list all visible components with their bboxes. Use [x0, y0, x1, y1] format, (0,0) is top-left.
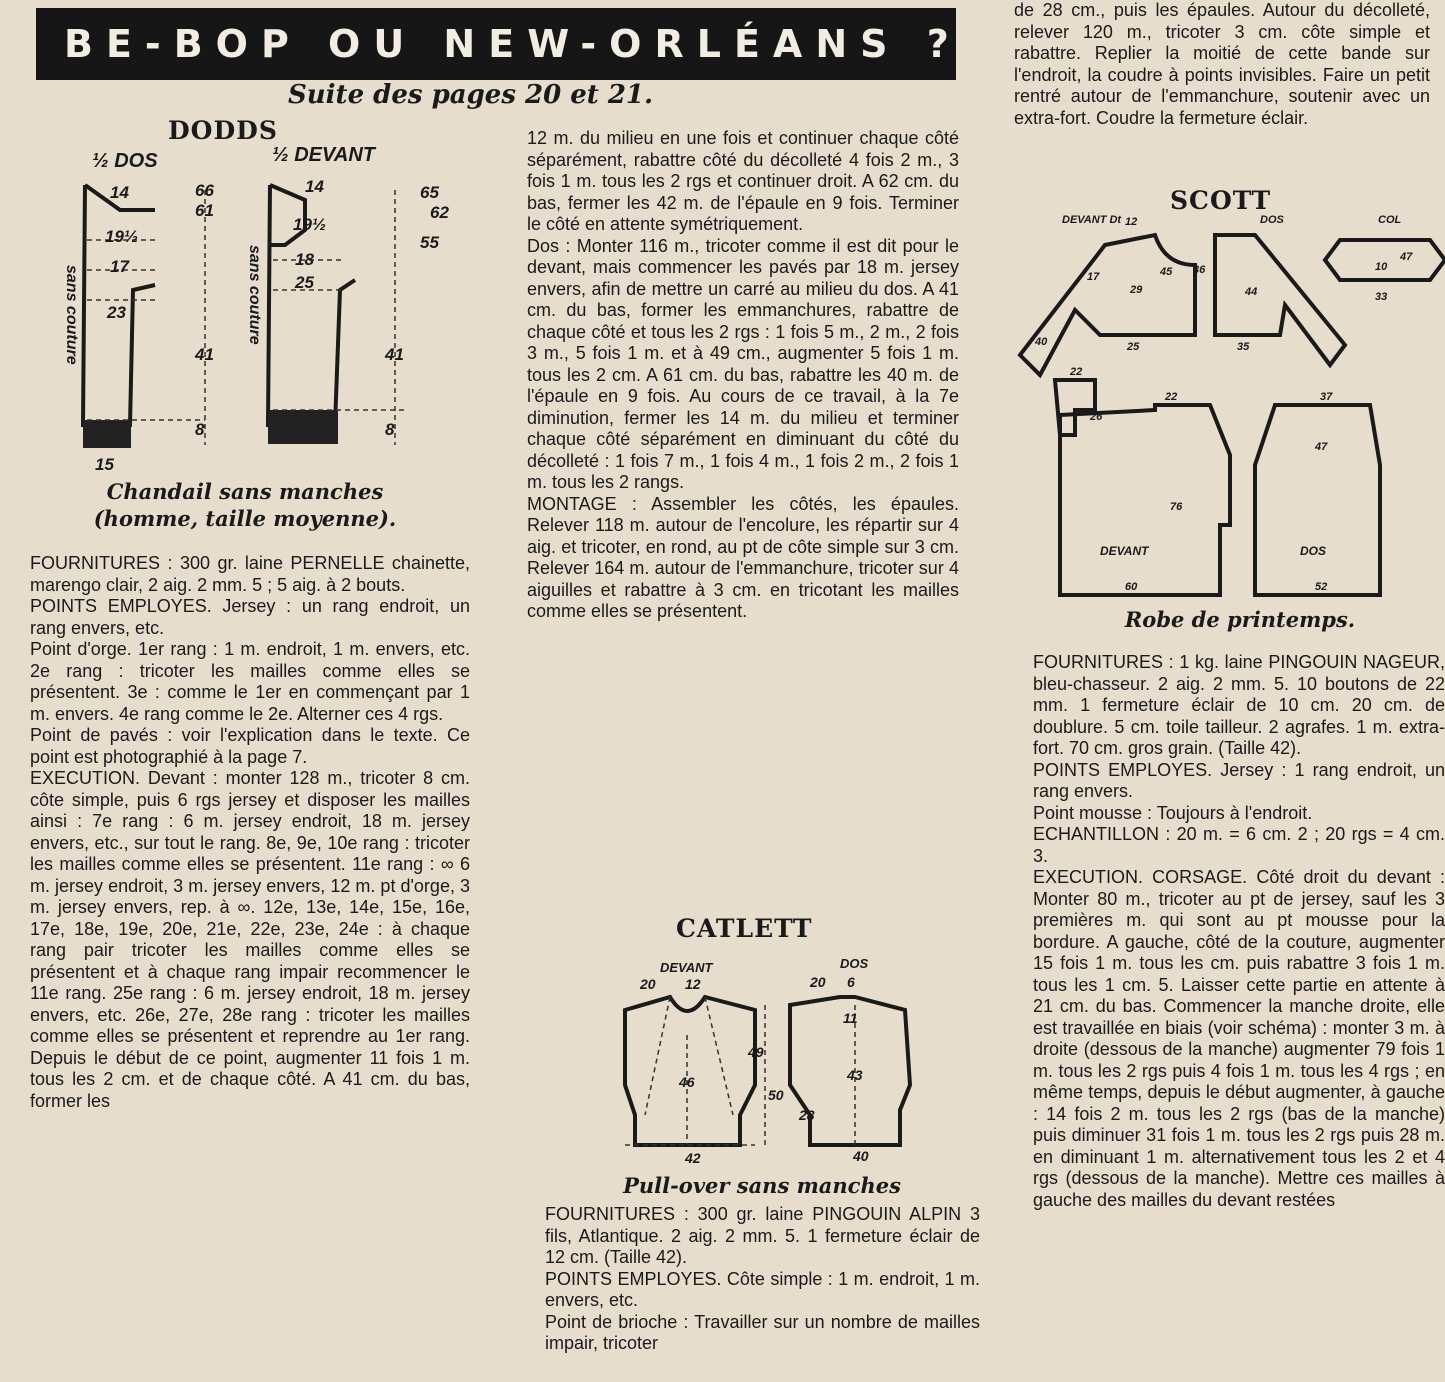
scott-jacket-front-outline — [1020, 235, 1195, 375]
dodds-side-label-back: sans couture — [63, 265, 80, 365]
dodds-measure: 55 — [420, 233, 439, 252]
dodds-front-ribbing — [268, 410, 338, 444]
scott-measure: 52 — [1315, 581, 1328, 593]
catlett-front-outline — [625, 997, 755, 1145]
dodds-measure: 14 — [110, 183, 129, 202]
dodds-measure: 41 — [195, 345, 214, 364]
scott-measure: 25 — [1127, 341, 1140, 353]
scott-skirt-back-outline — [1255, 405, 1380, 595]
scott-paragraph: EXECUTION. CORSAGE. Côté droit du devant : Monter 80 m., tricoter au pt de jersey, sauf les 3 premières m. qui sont au pt mousse pour la bordure. A gauche, côté de la couture, augmenter 15 fois 1 m. tous les cm. puis rabattre 3 fois 1 m. tous les 1 cm. 5. Laisser cette partie en attente à 21 cm. du bas. Commencer la manche droite, elle est travaillée en biais (voir schéma) : monter 3 m. à droite (dessous de la manche) augmenter 79 fois 1 m. tous les 2 rgs puis 4 fois 1 m. tous les 4 rgs ; en même temps, depuis le début augmenter, à gauche : 14 fois 2 m. tous les 2 rgs (bas de la manche) puis diminuer 31 fois 1 m. tous les 2 rgs puis 28 m. en diminuant 1 m. alternativement tous les 2 et 4 rgs (dessous de la manche). Mettre ces mailles à gauche des mailles du devant restées — [1033, 867, 1445, 1210]
dodds-measure: 8 — [385, 420, 395, 439]
dodds-measure: 23 — [107, 303, 126, 322]
page-subtitle: Suite des pages 20 et 21. — [288, 80, 654, 110]
catlett-measure: 28 — [799, 1107, 815, 1123]
scott-measure: 47 — [1400, 251, 1413, 263]
scott-measure: 37 — [1320, 391, 1333, 403]
dodds-paragraph: FOURNITURES : 300 gr. laine PERNELLE chainette, marengo clair, 2 aig. 2 mm. 5 ; 5 aig. à 2 bouts. — [30, 553, 470, 595]
catlett-paragraph: Point de brioche : Travailler sur un nombre de mailles impair, tricoter — [545, 1311, 980, 1353]
scott-measure: 44 — [1245, 286, 1258, 298]
catlett-measure: 6 — [847, 974, 855, 990]
dodds-measure: 66 — [195, 181, 214, 200]
scott-measure: 10 — [1375, 261, 1388, 273]
dodds-measure: 8 — [195, 420, 205, 439]
catlett-measure: 43 — [847, 1067, 863, 1083]
scott-skirt-back-label: DOS — [1300, 544, 1327, 558]
continuation-paragraph: Dos : Monter 116 m., tricoter comme il est dit pour le devant, mais commencer les pavés par 18 m. jersey envers, afin de mettre un carré au milieu du dos. A 41 cm. du bas, former les emmanchures, rabattre de chaque côté et tous les 2 rgs : 1 fois 5 m., 2 m., 2 fois 3 m., 5 fois 1 m. et à 49 cm., augmenter 5 fois 1 m. tous les 2 cm. A 61 cm. du bas, rabattre les 40 m. de l'épaule en 9 fois. Au cours de ce travail, à la 7e diminution, fermer les 14 m. du milieu et terminer chaque côté séparément en diminuant du côté du décolleté : 1 fois 7 m., 1 fois 4 m., 1 fois 2 m., 2 fois 1 m. tous les 2 rangs. — [527, 235, 959, 492]
scott-collar-label: COL — [1378, 214, 1402, 226]
scott-caption: Robe de printemps. — [1124, 607, 1356, 632]
continuation-paragraph: MONTAGE : Assembler les côtés, les épaules. Relever 118 m. autour de l'encolure, les répartir sur 4 aig. et tricoter, en rond, au pt de côte simple sur 3 cm. Relever 164 m. autour de l'emmanchure, tricoter sur 4 aiguilles et rabattre à 3 cm. en tricotant les mailles comme elles se présentent. — [527, 493, 959, 621]
scott-back-label: DOS — [1260, 214, 1284, 226]
catlett-schema — [615, 974, 950, 1166]
dodds-back-ribbing — [83, 420, 131, 448]
dodds-measure: 25 — [295, 273, 314, 292]
scott-measure: 45 — [1160, 266, 1173, 278]
dodds-measure: 65 — [420, 183, 439, 202]
dodds-paragraph: Point d'orge. 1er rang : 1 m. endroit, 1 m. envers, etc. 2e rang : tricoter les mailles comme elles se présentent. 3e : comme le 1er en commençant par 1 m. envers. 4e rang comme le 2e. Alterner ces 4 rgs. — [30, 639, 470, 724]
continuation-paragraph: 12 m. du milieu en une fois et continuer chaque côté séparément, rabattre côté du décolleté 4 fois 2 m., 3 fois 1 m. tous les 2 rgs et continuer droit. A 62 cm. du bas, fermer les 42 m. de l'épaule en 9 fois. Terminer le côté en attente symétriquement. — [527, 128, 959, 234]
top-right-text — [1014, 0, 1430, 160]
dodds-caption-line2: (homme, taille moyenne). — [93, 506, 397, 531]
scott-paragraph: FOURNITURES : 1 kg. laine PINGOUIN NAGEUR, bleu-chasseur. 2 aig. 2 mm. 5. 10 boutons de 22 mm. 1 fermeture éclair de 10 cm. 20 cm. de doublure. 5 cm. toile tailleur. 2 agrafes. 1 m. extra-fort. 70 cm. gros grain. (Taille 42). — [1033, 652, 1445, 758]
catlett-measure: 20 — [810, 974, 826, 990]
dodds-paragraph: Point de pavés : voir l'explication dans le texte. Ce point est photographié à la page 7. — [30, 725, 470, 767]
dodds-caption-line1: Chandail sans manches — [106, 479, 384, 504]
scott-instructions — [1033, 652, 1445, 1382]
scott-measure: 33 — [1375, 291, 1388, 303]
scott-measure: 35 — [1237, 341, 1250, 353]
catlett-measure: 20 — [640, 976, 656, 992]
catlett-measure: 40 — [853, 1148, 869, 1164]
top-right-paragraph: de 28 cm., puis les épaules. Autour du décolleté, relever 120 m., tricoter 3 cm. côte simple et rabattre. Replier la moitié de cette bande sur l'endroit, la coudre à points invisibles. Faire un petit rentré autour de l'emmanchure, soutenir avec un extra-fort. Coudre la fermeture éclair. — [1014, 0, 1430, 128]
dodds-measure: 61 — [195, 201, 214, 220]
catlett-caption: Pull-over sans manches — [623, 1173, 901, 1198]
dodds-measure: 19½ — [293, 215, 327, 234]
scott-measure: 22 — [1165, 391, 1178, 403]
scott-measure: 22 — [1070, 366, 1083, 378]
catlett-measure: 12 — [685, 976, 701, 992]
scott-measure: 12 — [1125, 216, 1138, 228]
dodds-half-back-label: ½ DOS — [92, 150, 158, 172]
scott-measure: 26 — [1090, 411, 1103, 423]
dodds-measure: 19½ — [105, 227, 139, 246]
scott-measure: 76 — [1170, 501, 1183, 513]
scott-paragraph: Point mousse : Toujours à l'endroit. — [1033, 802, 1313, 823]
dodds-instructions — [30, 553, 470, 1382]
catlett-measure: 11 — [843, 1010, 858, 1026]
dodds-measure: 15 — [95, 455, 114, 474]
dodds-measure: 62 — [430, 203, 449, 222]
scott-paragraph: POINTS EMPLOYES. Jersey : 1 rang endroit, un rang envers. — [1033, 759, 1445, 801]
catlett-instructions — [545, 1204, 980, 1382]
scott-skirt-front-label: DEVANT — [1100, 544, 1149, 558]
page-title: BE-BOP OU NEW-ORLÉANS ? — [36, 8, 956, 80]
dodds-schema — [55, 170, 455, 480]
scott-measure: 29 — [1130, 284, 1143, 296]
catlett-measure: 42 — [685, 1150, 701, 1166]
scott-measure: 40 — [1035, 336, 1048, 348]
dodds-measure: 17 — [110, 257, 129, 276]
scott-title: SCOTT — [1170, 186, 1272, 215]
dodds-measure: 14 — [305, 177, 324, 196]
catlett-title: CATLETT — [676, 914, 813, 943]
scott-measure: 17 — [1087, 271, 1100, 283]
dodds-caption — [60, 478, 430, 532]
dodds-measure: 18 — [295, 250, 314, 269]
dodds-paragraph: POINTS EMPLOYES. Jersey : un rang endroit, un rang envers, etc. — [30, 596, 470, 638]
catlett-front-label: DEVANT — [660, 960, 713, 975]
scott-skirt-front-outline — [1055, 380, 1230, 595]
scott-front-label: DEVANT Dt — [1062, 214, 1122, 226]
catlett-measure: 50 — [768, 1087, 784, 1103]
dodds-title: DODDS — [168, 116, 278, 145]
catlett-measure: 46 — [679, 1074, 695, 1090]
catlett-paragraph: POINTS EMPLOYES. Côte simple : 1 m. endroit, 1 m. envers, etc. — [545, 1268, 980, 1310]
catlett-paragraph: FOURNITURES : 300 gr. laine PINGOUIN ALPIN 3 fils, Atlantique. 2 aig. 2 mm. 5. 1 fermeture éclair de 12 cm. (Taille 42). — [545, 1204, 980, 1267]
dodds-measure: 41 — [385, 345, 404, 364]
dodds-half-front-label: ½ DEVANT — [272, 144, 375, 166]
scott-measure: 60 — [1125, 581, 1138, 593]
dodds-side-label-front: sans couture — [246, 245, 263, 345]
dodds-continuation — [527, 128, 959, 890]
dodds-paragraph: EXECUTION. Devant : monter 128 m., tricoter 8 cm. côte simple, puis 6 rgs jersey et disposer les mailles ainsi : 7e rang : 6 m. jersey endroit, 18 m. jersey envers, etc., sur tout le rang. 8e, 9e, 10e rang : tricoter les mailles comme elles se présentent. 11e rang : ∞ 6 m. jersey endroit, 3 m. jersey envers, 12 m. pt d'orge, 3 m. jersey envers, rep. à ∞. 12e, 13e, 14e, 15e, 16e, 17e, 18e, 19e, 20e, 21e, 22e, 23e, 24e : à chaque rang pair tricoter les mailles comme elles se présentent et à chaque rang impair recommencer le 11e rang. 25e rang : 6 m. jersey endroit, 18 m. jersey envers, etc. 26e, 27e, 28e rang : tricoter les mailles comme elles se présentent et reprendre au 1er rang. Depuis le début de ce point, augmenter 11 fois 1 m. tous les 2 cm. et de chaque côté. A 41 cm. du bas, former les — [30, 768, 470, 1111]
scott-jacket-back-outline — [1215, 235, 1345, 365]
scott-measure: 47 — [1315, 441, 1328, 453]
catlett-back-label: DOS — [840, 956, 869, 971]
scott-measure: 36 — [1193, 264, 1206, 276]
catlett-measure: 49 — [748, 1044, 764, 1060]
scott-collar-outline — [1325, 240, 1445, 280]
scott-paragraph: ECHANTILLON : 20 m. = 6 cm. 2 ; 20 rgs = 4 cm. 3. — [1033, 824, 1445, 866]
